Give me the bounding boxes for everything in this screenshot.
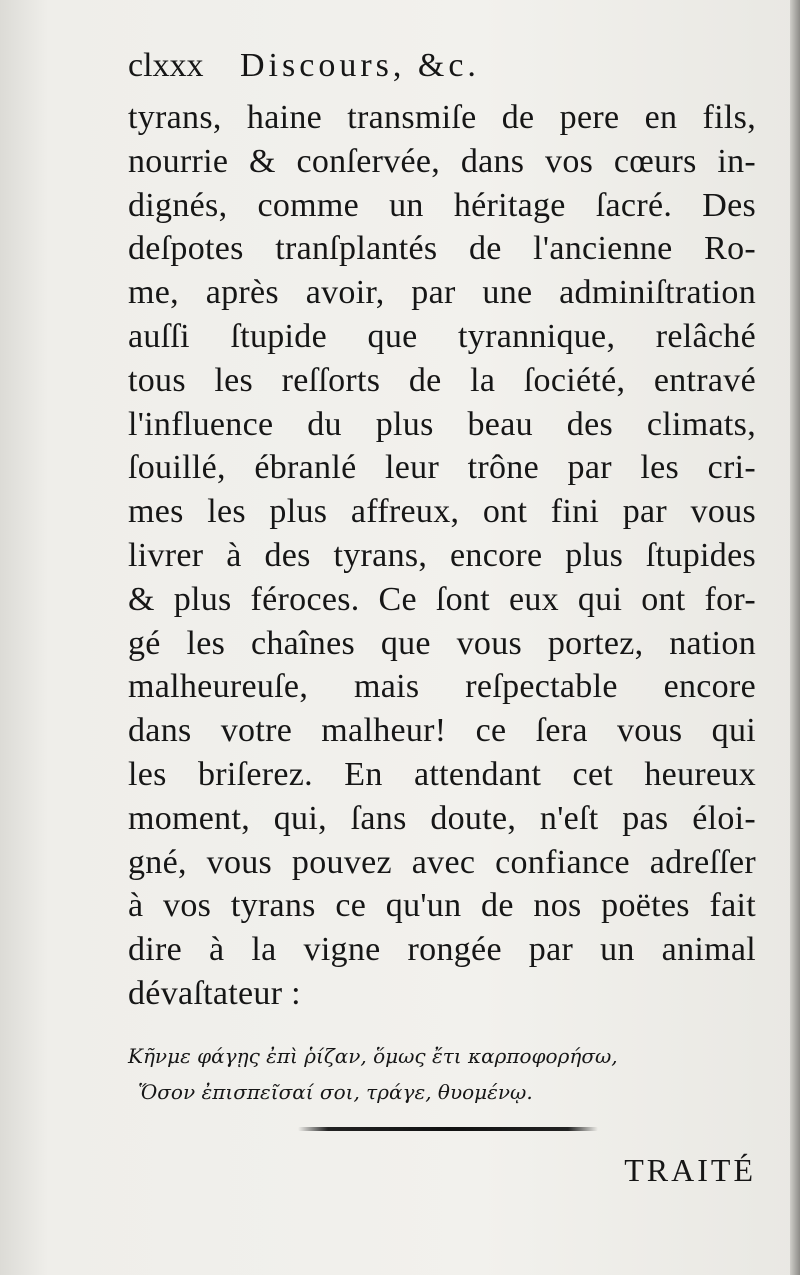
text-line: moment, qui, ſans doute, n'eſt pas éloi- [128, 799, 756, 837]
text-line: tous les reſſorts de la ſociété, entravé [128, 361, 756, 399]
page-edge-shadow [790, 0, 800, 1275]
text-line: dignés, comme un héritage ſacré. Des [128, 186, 756, 224]
body-text [128, 96, 756, 1016]
text-line: l'influence du plus beau des climats, [128, 405, 756, 443]
text-line: nourrie & conſervée, dans vos cœurs in- [128, 142, 756, 180]
text-line: tyrans, haine transmiſe de pere en fils, [128, 99, 756, 136]
text-line: les briſerez. En attendant cet heureux [128, 755, 756, 793]
text-line: auſſi ſtupide que tyrannique, relâché [128, 317, 756, 355]
text-line: dire à la vigne rongée par un animal [128, 931, 756, 969]
text-line: deſpotes tranſplantés de l'ancienne Ro- [128, 230, 756, 268]
text-line: dans votre malheur! ce ſera vous qui [128, 712, 756, 750]
catchword: TRAITÉ [624, 1152, 756, 1188]
text-line: malheureuſe, mais reſpectable encore [128, 668, 756, 706]
text-line: à vos tyrans ce qu'un de nos poëtes fait [128, 887, 756, 925]
text-line: me, après avoir, par une adminiſtration [128, 274, 756, 312]
text-line: livrer à des tyrans, encore plus ſtupides [128, 536, 756, 574]
text-line: & plus féroces. Ce ſont eux qui ont for- [128, 580, 756, 618]
greek-quotation [128, 1038, 728, 1110]
text-line: gé les chaînes que vous portez, nation [128, 624, 756, 662]
section-divider-rule [298, 1127, 598, 1131]
page-header [128, 40, 748, 92]
text-line: gné, vous pouvez avec confiance adreſſer [128, 843, 756, 881]
running-title: Discours, &c. [240, 47, 480, 84]
page-number: clxxx [128, 47, 204, 84]
greek-quote-line-1: Κῆνμε φάγῃς ἐπὶ ῥίζαν, ὅμως ἔτι καρποφορήσω, [128, 1044, 618, 1068]
greek-quote-line-2: Ὅσον ἐπισπεῖσαί σοι, τράγε, θυομένῳ. [138, 1080, 533, 1104]
text-line: mes les plus affreux, ont fini par vous [128, 493, 756, 531]
text-line: ſouillé, ébranlé leur trône par les cri- [128, 449, 756, 487]
text-line-last: dévaſtateur : [128, 974, 301, 1012]
